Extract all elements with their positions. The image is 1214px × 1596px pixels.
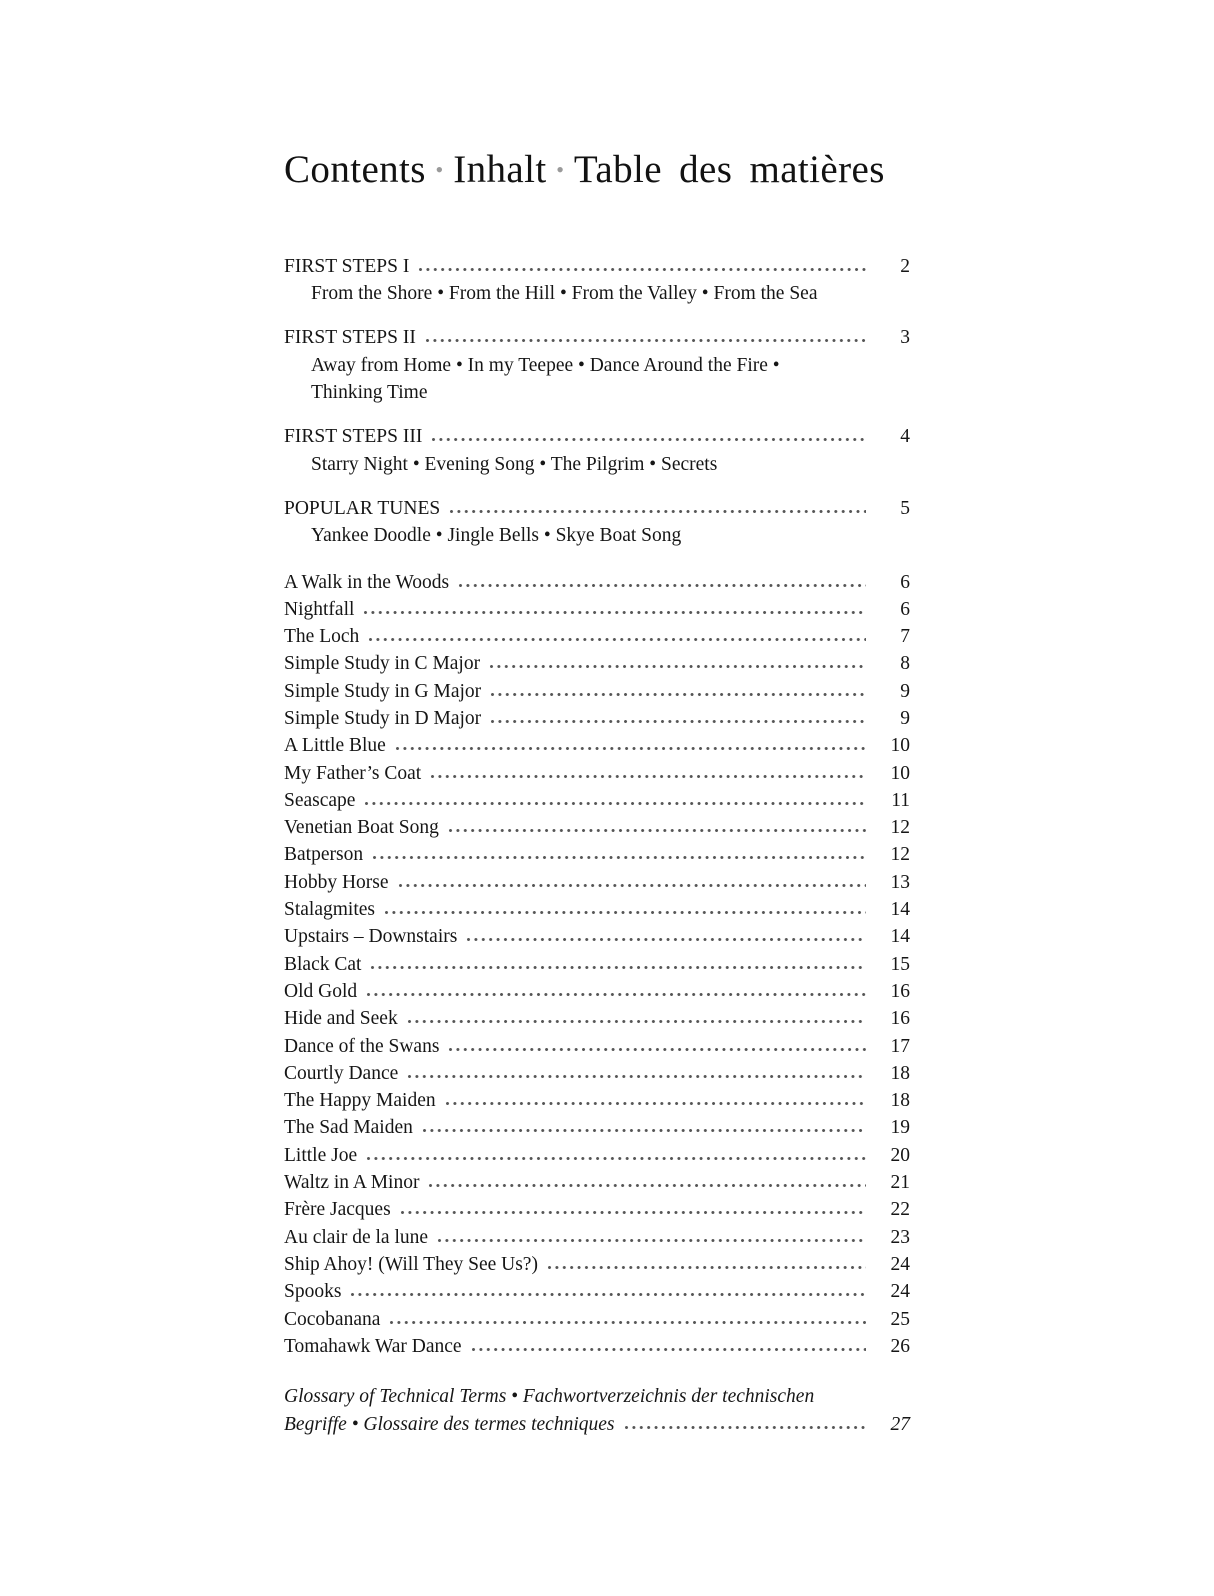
page-number: 12 — [890, 817, 910, 839]
page-number: 15 — [890, 953, 910, 975]
toc-piece-row — [284, 1005, 910, 1032]
page-number: 18 — [890, 1090, 910, 1112]
section-pieces-line: From the Shore • From the Hill • From the Valley • From the Sea — [311, 283, 818, 305]
piece-title: Old Gold — [284, 980, 358, 1002]
page-number: 3 — [900, 327, 910, 349]
table-of-contents — [284, 253, 910, 1360]
page-number: 23 — [890, 1226, 910, 1248]
toc-piece-row — [284, 1060, 910, 1087]
dot-leader — [445, 1101, 866, 1106]
dot-leader — [448, 828, 866, 833]
page-number: 11 — [891, 789, 910, 811]
toc-piece-row — [284, 1114, 910, 1141]
piece-title: Au clair de la lune — [284, 1226, 429, 1248]
section-pieces-line: Starry Night • Evening Song • The Pilgrim • Secrets — [311, 453, 718, 475]
page-number: 9 — [900, 708, 910, 729]
dot-leader — [363, 610, 866, 615]
piece-title: Stalagmites — [284, 899, 375, 921]
piece-title: My Father’s Coat — [284, 762, 422, 784]
dot-leader — [372, 855, 866, 860]
toc-piece-row — [284, 623, 910, 650]
dot-leader — [422, 1128, 866, 1133]
toc-piece-row — [284, 1278, 910, 1305]
section-label: POPULAR TUNES — [284, 497, 441, 519]
page-number: 16 — [890, 1008, 910, 1030]
section-label: FIRST STEPS III — [284, 426, 423, 448]
dot-leader — [366, 1156, 866, 1161]
toc-piece-row — [284, 1251, 910, 1278]
title-separator-dot: • — [435, 157, 444, 183]
toc-piece-row — [284, 732, 910, 759]
page-number: 6 — [900, 571, 910, 593]
dot-leader — [384, 910, 866, 915]
dot-leader — [366, 992, 866, 997]
glossary-line2: Begriffe • Glossaire des termes techniques — [284, 1413, 615, 1435]
page-number: 13 — [890, 871, 910, 893]
toc-sections-group — [284, 253, 910, 550]
piece-title: Hide and Seek — [284, 1008, 398, 1030]
dot-leader — [395, 746, 866, 751]
page-number: 7 — [900, 626, 910, 648]
piece-title: The Loch — [284, 626, 360, 648]
page-number: 24 — [890, 1281, 910, 1303]
glossary-line2-row — [284, 1411, 910, 1438]
piece-title: Venetian Boat Song — [284, 817, 439, 839]
toc-pieces-group — [284, 569, 910, 1361]
section-pieces-line: Away from Home • In my Teepee • Dance Around the Fire • — [311, 354, 780, 376]
toc-piece-row — [284, 1142, 910, 1169]
dot-leader — [466, 937, 866, 942]
toc-piece-row — [284, 1224, 910, 1251]
piece-title: Ship Ahoy! (Will They See Us?) — [284, 1253, 538, 1275]
toc-section-row — [284, 495, 910, 522]
dot-leader — [449, 509, 866, 514]
dot-leader — [364, 801, 866, 806]
piece-title: The Sad Maiden — [284, 1117, 413, 1139]
page-number: 16 — [890, 980, 910, 1002]
piece-title: Black Cat — [284, 953, 362, 975]
page-number: 26 — [890, 1335, 910, 1357]
piece-title: Upstairs – Downstairs — [284, 926, 458, 948]
piece-title: Simple Study in C Major — [284, 653, 481, 675]
toc-piece-row — [284, 923, 910, 950]
dot-leader — [490, 692, 866, 697]
piece-title: Simple Study in G Major — [284, 680, 482, 702]
section-label: FIRST STEPS I — [284, 255, 410, 277]
glossary-page-number: 27 — [890, 1413, 910, 1435]
toc-piece-row — [284, 951, 910, 978]
page-number: 19 — [890, 1117, 910, 1139]
page-number: 14 — [890, 899, 910, 921]
page-number: 10 — [890, 735, 910, 757]
title-word: Inhalt — [453, 148, 547, 191]
piece-title: Tomahawk War Dance — [284, 1335, 462, 1357]
toc-piece-row — [284, 1033, 910, 1060]
dot-leader — [547, 1265, 866, 1270]
toc-section-row — [284, 423, 910, 450]
piece-title: Dance of the Swans — [284, 1035, 440, 1057]
title-separator-dot: • — [556, 157, 565, 183]
toc-piece-row — [284, 978, 910, 1005]
dot-leader — [418, 267, 866, 272]
piece-title: Little Joe — [284, 1144, 358, 1166]
dot-leader — [437, 1238, 866, 1243]
toc-piece-row — [284, 1196, 910, 1223]
toc-piece-row — [284, 787, 910, 814]
piece-title: Simple Study in D Major — [284, 708, 482, 729]
toc-piece-row — [284, 678, 910, 705]
dot-leader — [490, 719, 866, 724]
toc-content-block — [284, 148, 910, 1438]
piece-title: Spooks — [284, 1281, 342, 1303]
piece-title: Cocobanana — [284, 1308, 381, 1330]
toc-piece-row — [284, 650, 910, 677]
dot-leader — [407, 1074, 866, 1079]
toc-piece-row — [284, 1087, 910, 1114]
glossary-entry — [284, 1383, 910, 1438]
page-number: 12 — [890, 844, 910, 866]
page-number: 2 — [900, 255, 910, 277]
toc-piece-row — [284, 569, 910, 596]
page-number: 9 — [900, 680, 910, 702]
page-number: 4 — [900, 426, 910, 448]
title-word: Contents — [284, 148, 426, 191]
piece-title: Waltz in A Minor — [284, 1172, 420, 1194]
page-title — [284, 148, 910, 193]
section-pieces-line: Yankee Doodle • Jingle Bells • Skye Boat Song — [311, 525, 682, 547]
page-number: 20 — [890, 1144, 910, 1166]
page-number: 8 — [900, 653, 910, 675]
dot-leader — [368, 637, 866, 642]
dot-leader — [431, 437, 866, 442]
piece-title: Seascape — [284, 789, 356, 811]
piece-title: The Happy Maiden — [284, 1090, 436, 1112]
toc-piece-row — [284, 841, 910, 868]
dot-leader — [407, 1019, 866, 1024]
dot-leader — [624, 1425, 866, 1430]
page-number: 22 — [890, 1199, 910, 1221]
toc-piece-row — [284, 1333, 910, 1360]
page-number: 6 — [900, 598, 910, 620]
toc-piece-row — [284, 596, 910, 623]
piece-title: Courtly Dance — [284, 1062, 399, 1084]
toc-section-row — [284, 324, 910, 351]
section-label: FIRST STEPS II — [284, 327, 416, 349]
page-number: 21 — [890, 1172, 910, 1194]
dot-leader — [458, 583, 866, 588]
piece-title: Batperson — [284, 844, 364, 866]
piece-title: Nightfall — [284, 598, 355, 620]
page-number: 5 — [900, 497, 910, 519]
dot-leader — [448, 1047, 866, 1052]
toc-piece-row — [284, 869, 910, 896]
page-number: 17 — [890, 1035, 910, 1057]
toc-piece-row — [284, 705, 910, 732]
title-word: Table des matières — [573, 148, 885, 191]
dot-leader — [350, 1292, 866, 1297]
page-number: 14 — [890, 926, 910, 948]
dot-leader — [398, 883, 866, 888]
dot-leader — [430, 774, 866, 779]
toc-piece-row — [284, 1169, 910, 1196]
piece-title: Frère Jacques — [284, 1199, 391, 1221]
piece-title: Hobby Horse — [284, 871, 389, 893]
toc-piece-row — [284, 814, 910, 841]
dot-leader — [471, 1347, 866, 1352]
piece-title: A Little Blue — [284, 735, 386, 757]
page-number: 24 — [890, 1253, 910, 1275]
toc-piece-row — [284, 760, 910, 787]
toc-section-row — [284, 253, 910, 280]
dot-leader — [428, 1183, 866, 1188]
toc-piece-row — [284, 896, 910, 923]
dot-leader — [389, 1320, 866, 1325]
piece-title: A Walk in the Woods — [284, 571, 450, 593]
section-pieces-line: Thinking Time — [311, 382, 428, 404]
dot-leader — [425, 338, 866, 343]
page-number: 18 — [890, 1062, 910, 1084]
toc-piece-row — [284, 1306, 910, 1333]
glossary-line1: Glossary of Technical Terms • Fachwortverzeichnis der technischen — [284, 1386, 815, 1408]
page-number: 10 — [890, 762, 910, 784]
page-number: 25 — [890, 1308, 910, 1330]
dot-leader — [370, 965, 866, 970]
dot-leader — [489, 664, 866, 669]
dot-leader — [400, 1210, 866, 1215]
